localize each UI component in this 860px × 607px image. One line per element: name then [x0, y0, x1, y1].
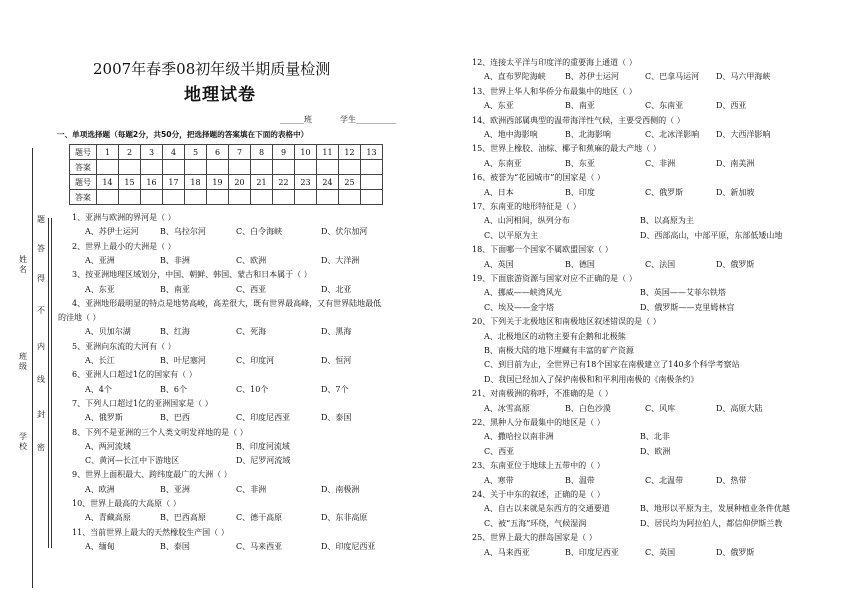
question-stem-cont: 的洼地（ ）	[58, 313, 101, 323]
seal-char: 封	[37, 410, 45, 419]
option: A、亚洲	[85, 255, 115, 265]
seal-char: 题	[37, 215, 45, 224]
option: D、西部高山，中部平原，东部低矮山地	[640, 230, 783, 240]
option: D、热带	[716, 475, 747, 485]
table-cell: 题号	[70, 175, 97, 190]
question-stem: 11、当前世界上最大的天然橡胶生产国（ ）	[72, 527, 229, 537]
question-stem: 16、被誉为“花园城市”的国家是（ ）	[472, 173, 605, 183]
option: A、东亚	[85, 284, 115, 294]
option: A、东南亚	[484, 158, 522, 168]
seal-char: 线	[37, 375, 45, 384]
option: C、黄河—长江中下游地区	[85, 456, 180, 466]
option: B、南亚	[160, 284, 190, 294]
table-row	[70, 190, 383, 205]
option: D、印度尼西亚	[321, 541, 376, 551]
option: C、北温带	[645, 475, 684, 485]
option: B、6个	[160, 384, 187, 394]
option: B、乌拉尔河	[160, 227, 206, 237]
table-cell: 25	[339, 175, 361, 190]
option: D、居民均为阿拉伯人，都信仰伊斯兰教	[640, 518, 783, 528]
option: A、两河流域	[85, 441, 131, 451]
option: C、非洲	[236, 484, 267, 494]
option: D、俄罗斯	[716, 547, 755, 557]
question-stem: 9、世界上面积最大、跨纬度最广的大洲（ ）	[72, 470, 232, 480]
option: A、寒带	[484, 475, 514, 485]
question-stem: 1、亚洲与欧洲的界河是（ ）	[72, 213, 176, 222]
table-cell: 19	[207, 175, 229, 190]
question-stem: 25、世界上最大的群岛国家是（ ）	[472, 533, 597, 543]
option: B、印度尼西亚	[565, 547, 619, 557]
answer-cell[interactable]	[185, 160, 207, 175]
option: C、非洲	[645, 158, 676, 168]
table-cell: 24	[317, 175, 339, 190]
option: A、青藏高原	[85, 513, 131, 523]
option: A、英国	[484, 259, 514, 269]
question-stem: 10、世界上最高的大高原（ ）	[72, 499, 181, 508]
table-cell: 题号	[70, 145, 97, 160]
table-cell: 答案	[70, 190, 97, 205]
table-cell: 8	[251, 145, 273, 160]
option: B、南极大陆的地下埋藏有丰富的矿产资源	[484, 346, 634, 355]
option: C、到目前为止，全世界已有18个国家在南极建立了140多个科学考察站	[484, 360, 740, 370]
option: B、印度	[565, 187, 595, 197]
option: A、北极地区的动物主要有企鹅和北极熊	[484, 331, 626, 341]
table-cell: 答案	[70, 160, 97, 175]
option: C、北冰洋影响	[645, 130, 700, 139]
option: C、死海	[236, 327, 267, 337]
option: B、非洲	[160, 255, 190, 265]
option: A、4个	[85, 384, 112, 394]
exam-title: 2007年春季08初年级半期质量检测	[93, 60, 331, 78]
table-cell: 10	[295, 145, 317, 160]
seal-char: 得	[37, 274, 45, 283]
answer-cell[interactable]	[185, 190, 207, 205]
answer-cell[interactable]	[97, 160, 119, 175]
table-cell: 21	[251, 175, 273, 190]
table-cell: 12	[339, 145, 361, 160]
option: D、高原大陆	[716, 403, 763, 413]
option: B、泰国	[160, 541, 190, 551]
seal-char: 答	[37, 244, 45, 253]
option: C、巴拿马运河	[645, 72, 700, 82]
option: D、马六甲海峡	[716, 72, 771, 82]
table-row	[70, 160, 383, 175]
option: C、俄罗斯	[645, 187, 684, 197]
question-stem: 20、下列关于北极地区和南极地区叙述错误的是（ ）	[472, 317, 661, 327]
option: B、亚洲	[160, 484, 190, 494]
question-stem: 13、世界上华人和华侨分布最集中的地区（ ）	[472, 86, 637, 96]
table-cell: 17	[163, 175, 185, 190]
answer-cell[interactable]	[361, 190, 383, 205]
option: C、马来西亚	[236, 541, 283, 551]
option: C、欧洲	[236, 255, 267, 265]
table-cell: 7	[229, 145, 251, 160]
school-label: 学校	[19, 432, 27, 451]
table-cell: 22	[273, 175, 295, 190]
table-cell: 16	[141, 175, 163, 190]
option: D、黑海	[321, 327, 352, 337]
option: D、新加坡	[716, 187, 755, 197]
answer-cell[interactable]	[317, 190, 339, 205]
answer-cell[interactable]	[317, 160, 339, 175]
option: B、白色沙漠	[565, 403, 611, 413]
option: D、尼罗河流域	[236, 456, 291, 466]
class-label-margin: 班级	[19, 352, 27, 371]
seal-char: 密	[37, 443, 45, 452]
table-row	[70, 145, 383, 160]
table-cell: 13	[361, 145, 383, 160]
question-stem: 15、世界上橡胶、油棕、椰子和蕉麻的最大产地（ ）	[472, 144, 661, 154]
binding-line-inner	[48, 218, 49, 548]
question-stem: 7、下列人口超过1亿的亚洲国家是（ ）	[72, 398, 213, 408]
table-cell: 3	[141, 145, 163, 160]
table-cell: 6	[207, 145, 229, 160]
question-stem: 8、下列不是亚洲的三个人类文明发祥地的是（ ）	[72, 427, 248, 437]
class-field[interactable]: ______班	[280, 115, 312, 124]
option: D、我国已经加入了保护南极和和平利用南极的《南极条约》	[484, 374, 699, 384]
name-label: 姓名	[19, 255, 27, 274]
answer-cell[interactable]	[119, 190, 141, 205]
answer-cell[interactable]	[207, 160, 229, 175]
answer-cell[interactable]	[273, 160, 295, 175]
option: D、恒河	[321, 356, 352, 365]
answer-cell[interactable]	[119, 160, 141, 175]
option: D、俄罗斯	[716, 259, 755, 269]
table-cell: 4	[163, 145, 185, 160]
table-cell: 5	[185, 145, 207, 160]
answer-cell[interactable]	[97, 190, 119, 205]
option: B、红海	[160, 327, 190, 337]
answer-cell[interactable]	[229, 160, 251, 175]
option: C、法国	[645, 259, 676, 269]
answer-cell[interactable]	[229, 190, 251, 205]
table-cell: 23	[295, 175, 317, 190]
table-cell: 9	[273, 145, 295, 160]
option: B、地形以平原为主，发展种植业条件优越	[640, 504, 790, 514]
option: D、北亚	[321, 284, 352, 294]
option: A、贝加尔湖	[85, 327, 131, 337]
table-cell: 11	[317, 145, 339, 160]
option: D、欧洲	[640, 446, 671, 456]
question-stem: 3、按亚洲地理区域划分，中国、朝鲜、韩国、蒙古和日本属于（ ）	[72, 270, 312, 280]
table-row	[70, 175, 383, 190]
option: A、长江	[85, 356, 115, 365]
option: B、巴西高原	[160, 513, 206, 523]
option: A、自古以来就是东西方的交通要道	[484, 504, 610, 514]
option: C、风库	[645, 403, 676, 413]
question-stem: 12、连接太平洋与印度洋的重要海上通道（ ）	[472, 58, 637, 67]
option: D、伏尔加河	[321, 227, 368, 237]
option: C、白令海峡	[236, 227, 283, 237]
option: C、西亚	[484, 446, 515, 456]
option: A、俄罗斯	[85, 413, 123, 423]
option: C、印度河	[236, 356, 275, 365]
option: D、大洋洲	[321, 255, 360, 265]
answer-table	[69, 144, 383, 205]
answer-cell[interactable]	[207, 190, 229, 205]
option: B、南亚	[565, 101, 595, 111]
option: C、埃及——金字塔	[484, 302, 555, 312]
option: D、西亚	[716, 101, 747, 111]
answer-cell[interactable]	[361, 160, 383, 175]
answer-cell[interactable]	[251, 190, 273, 205]
option: A、东亚	[484, 101, 514, 111]
option: A、山河相间，纵列分布	[484, 216, 570, 226]
table-cell: 18	[185, 175, 207, 190]
option: C、被“五海”环绕，气候湿润	[484, 518, 587, 528]
answer-cell[interactable]	[339, 160, 361, 175]
question-stem: 6、亚洲人口超过1亿的国家有（ ）	[72, 370, 197, 380]
option: C、英国	[645, 547, 676, 557]
table-cell: 2	[119, 145, 141, 160]
option: B、以高原为主	[640, 216, 694, 226]
table-cell: 14	[97, 175, 119, 190]
option: D、南极洲	[321, 484, 360, 494]
section-heading: 一、单项选择题（每题2分，共50分，把选择题的答案填在下面的表格中）	[57, 130, 309, 139]
answer-cell[interactable]	[295, 190, 317, 205]
seal-char: 不	[37, 306, 45, 315]
option: B、巴西	[160, 413, 190, 423]
question-stem: 22、黑种人分布最集中的地区是（ ）	[472, 418, 605, 427]
question-stem: 18、下面哪一个国家不属欧盟国家（ ）	[472, 245, 613, 255]
option: D、俄罗斯——克里姆林宫	[640, 302, 735, 312]
option: D、大西洋影响	[716, 130, 771, 139]
answer-cell[interactable]	[141, 160, 163, 175]
seal-char: 内	[37, 342, 45, 351]
question-stem: 17、东南亚的地形特征是（ ）	[472, 202, 581, 211]
exam-subject: 地理试卷	[184, 85, 256, 105]
question-stem: 19、下面旅游资源与国家对应不正确的是（ ）	[472, 274, 637, 283]
table-cell: 1	[97, 145, 119, 160]
answer-cell[interactable]	[295, 160, 317, 175]
option: D、泰国	[321, 413, 352, 423]
question-stem: 23、东南亚位于地球上五带中的（ ）	[472, 461, 605, 471]
option: A、欧洲	[85, 484, 115, 494]
option: D、南美洲	[716, 158, 755, 168]
answer-cell[interactable]	[163, 160, 185, 175]
option: C、德干高原	[236, 513, 283, 523]
option: A、撒哈拉以南非洲	[484, 432, 554, 442]
binding-line-inner2	[51, 218, 52, 548]
question-stem: 24、关于中东的叙述，正确的是（ ）	[472, 490, 605, 499]
option: B、北海影响	[565, 130, 611, 139]
option: B、苏伊士运河	[565, 72, 619, 82]
option: D、7个	[321, 384, 349, 394]
table-cell	[361, 175, 383, 190]
option: A、地中海影响	[484, 130, 538, 139]
option: A、挪威——峡湾风光	[484, 288, 562, 298]
question-stem: 4、亚洲地形最明显的特点是地势高峻，高差很大，既有世界最高峰，又有世界陆地最低	[72, 298, 382, 308]
option: D、东非高原	[321, 513, 368, 523]
table-cell: 20	[229, 175, 251, 190]
answer-cell[interactable]	[163, 190, 185, 205]
option: C、东南亚	[645, 101, 684, 111]
option: A、马来西亚	[484, 547, 530, 557]
question-stem: 2、世界上最小的大洲是（ ）	[72, 241, 176, 251]
option: B、印度河流域	[236, 441, 290, 451]
option: B、东亚	[565, 158, 595, 168]
option: A、日本	[484, 187, 514, 197]
option: B、温带	[565, 475, 595, 485]
answer-cell[interactable]	[251, 160, 273, 175]
table-cell: 15	[119, 175, 141, 190]
binding-line-outer	[32, 148, 33, 588]
answer-cell[interactable]	[141, 190, 163, 205]
option: B、北非	[640, 432, 670, 442]
question-stem: 14、欧洲西部属典型的温带海洋性气候，主要受西侧的（ ）	[472, 115, 685, 125]
option: B、叶尼塞河	[160, 356, 206, 365]
option: C、10个	[236, 384, 269, 394]
option: A、苏伊士运河	[85, 227, 139, 237]
option: A、缅甸	[85, 541, 115, 551]
student-field[interactable]: 学生__________	[340, 115, 396, 124]
question-stem: 21、对南极洲的称呼，不准确的是（ ）	[472, 389, 613, 399]
option: B、英国——艾菲尔铁塔	[640, 288, 726, 298]
option: C、印度尼西亚	[236, 413, 291, 423]
answer-cell[interactable]	[273, 190, 295, 205]
option: C、西亚	[236, 284, 267, 294]
option: B、德国	[565, 259, 595, 269]
option: A、冰雪高原	[484, 403, 530, 413]
option: C、以平原为主	[484, 230, 539, 240]
option: A、直布罗陀海峡	[484, 72, 546, 82]
question-stem: 5、亚洲向东流的大河有（ ）	[72, 341, 176, 351]
answer-cell[interactable]	[339, 190, 361, 205]
